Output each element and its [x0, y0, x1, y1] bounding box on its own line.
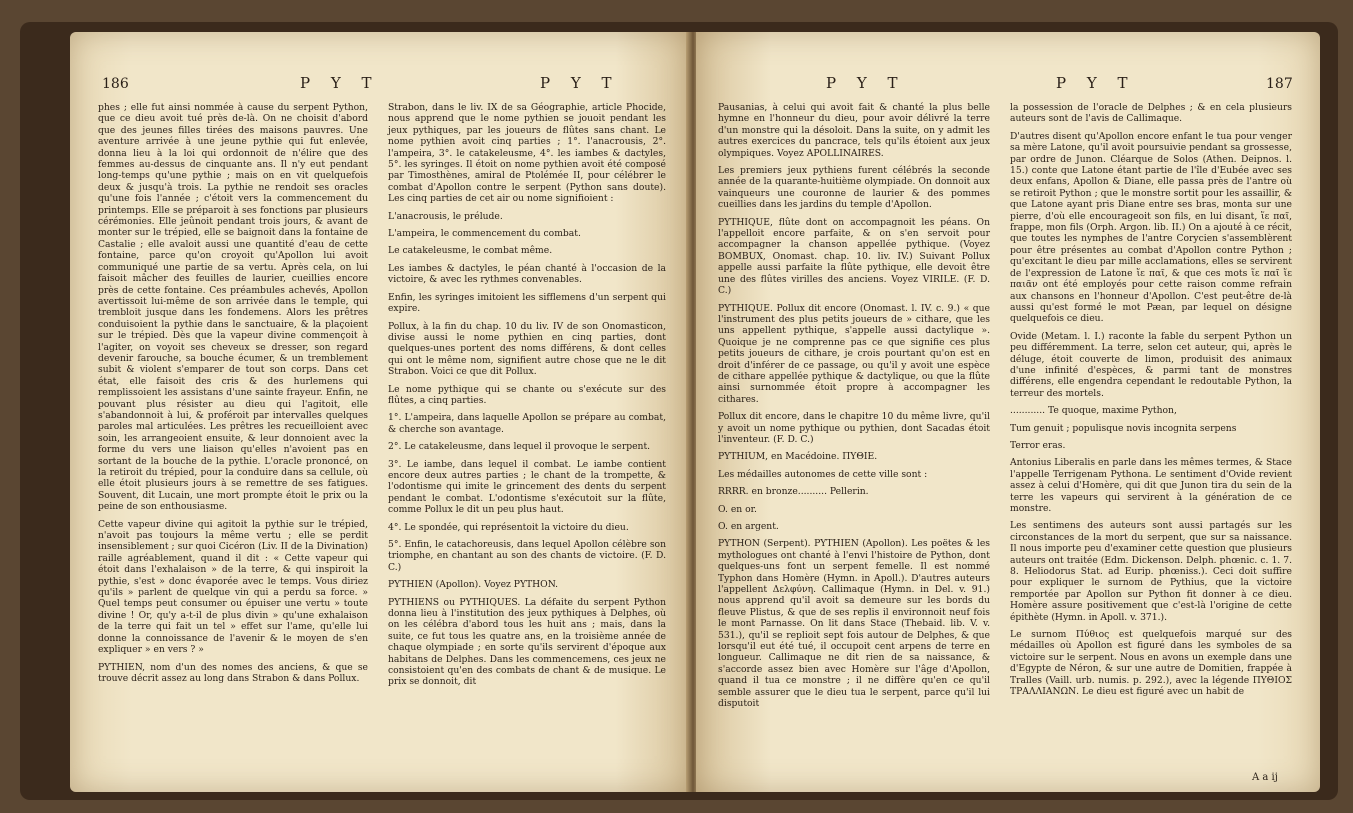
paragraph: 5°. Enfin, le catachoreusis, dans lequel Apollon célèbre son triomphe, en chantant au son des chants de victoire. (F. D. C.) — [388, 539, 666, 573]
paragraph: Cette vapeur divine qui agitoit la pythie sur le trépied, n'avoit pas toujours la même vertu ; elle se perdit insensiblement ; sur quoi Cicéron (Liv. II de la Divination) raille agréablement, quand il dit : « Cette vapeur qui étoit dans l'exhalaison » de la terre, & qui inspiroit la pythie, s'est » donc évaporée avec le temps. Vous diriez qu'ils » parlent de quelque vin qui a perdu sa force. » Quel temps peut consumer ou épuiser une vertu » toute divine ! Or, qu'y a-t-il de plus divin » qu'une exhalaison de la terre qui fait un tel » effet sur l'ame, qu'elle lui donne la connoissance de l'avenir & le moyen de s'en expliquer » en vers ? » — [98, 518, 368, 656]
paragraph: Les premiers jeux pythiens furent célébrés la seconde année de la quarante-huitième olympiade. On donnoit aux vainqueurs une couronne de laurier & des pommes cueillies dans les jardins du temple d'Apollon. — [718, 165, 990, 211]
running-head: P Y T — [300, 74, 380, 92]
paragraph: O. en or. — [718, 503, 757, 515]
paragraph: Le nome pythique qui se chante ou s'exécute sur des flûtes, a cinq parties. — [388, 383, 666, 406]
text-column — [388, 102, 666, 694]
signature-mark: A a ij — [1252, 772, 1278, 783]
paragraph: RRRR. en bronze.......... Pellerin. — [718, 486, 869, 498]
paragraph: PYTHON (Serpent). PYTHIEN (Apollon). Les poëtes & les mythologues ont chanté à l'envi l'histoire de Python, dont quelques-uns font un serpent femelle. Il est nommé Typhon dans Homère (Hymn. in Apoll.). D'autres auteurs l'appellent Δελφύνη. Callimaque (Hymn. in Del. v. 91.) nous apprend qu'il avoit sa demeure sur les bords du fleuve Plistus, & que de ses replis il environnoit neuf fois le mont Parnasse. On lit dans Stace (Thebaid. lib. V. v. 531.), qu'il se replioit sept fois autour de Delphes, & que lorsqu'il eut été tué, il occupoit cent arpens de terre en longueur. Callimaque ne dit rien de sa naissance, & s'accorde assez bien avec Homère sur l'âge d'Apollon, quand il tua ce monstre ; il ne diffère qu'en ce qu'il semble assurer que le dieu tua le serpent, parce qu'il lui disputoit — [718, 538, 990, 710]
paragraph: L'anacrousis, le prélude. — [388, 210, 503, 222]
paragraph: Ovide (Metam. l. I.) raconte la fable du serpent Python un peu différemment. La terre, selon cet auteur, qui, après le déluge, étoit couverte de limon, produisit des animaux d'une infinité d'espèces, & parmi tant de monstres différens, elle engendra cependant le redoutable Python, la terreur des mortels. — [1010, 330, 1292, 399]
running-head: P Y T — [826, 74, 906, 92]
paragraph: PYTHIQUE, flûte dont on accompagnoit les péans. On l'appelloit encore parfaite, & on s'en servoit pour accompagner la chanson appellée pythique. (Voyez BOMBUX, Onomast. chap. 10. liv. IV.) Suivant Pollux appelle aussi parfaite la flûte pythique, elle devoit être une des flûtes virilles des anciens. Voyez VIRILE. (F. D. C.) — [718, 216, 990, 297]
paragraph: Les sentimens des auteurs sont aussi partagés sur les circonstances de la mort du serpent, que sur sa naissance. Il nous importe peu d'examiner cette question que plusieurs auteurs ont traitée (Edm. Dickenson. Delph. phœnic. c. 1. 7. 8. Heliodorus Stat. ad Eurip. phœniss.). Ceci doit suffire pour expliquer le surnom de Pythius, que la victoire remportée par Apollon sur Python fit donner à ce dieu. Homère assure positivement que c'est-là l'origine de cette épithète (Hymn. in Apoll. v. 371.). — [1010, 520, 1292, 623]
running-head: P Y T — [540, 74, 620, 92]
paragraph: D'autres disent qu'Apollon encore enfant le tua pour venger sa mère Latone, qu'il avoit poursuivie pendant sa grossesse, par ordre de Junon. Cléarque de Solos (Athen. Deipnos. l. 15.) conte que Latone étant partie de l'île d'Eubée avec ses deux enfans, Apollon & Diane, elle passa près de l'antre où se retiroit Python ; que le monstre sortit pour les assaillir, & que Latone ayant pris Diane entre ses bras, monta sur une pierre, d'où elle encourageoit son fils, en lui disant, ἵε παῖ, frappe, mon fils (Orph. Argon. lib. II.) On a ajouté à ce récit, que toutes les nymphes de l'antre Corycien s'assemblèrent pour être présentes au combat d'Apollon contre Python ; qu'excitant le dieu par mille acclamations, elles se servirent de l'expression de Latone ἵε παῖ, & que ces mots ἵε παῖ ἵε παιᾶν ont été employés pour cette raison comme refrain aux chansons en l'honneur d'Apollon. C'est peut-être de-là aussi qu'est formé le mot Pæan, par lequel on désigne quelquefois ce dieu. — [1010, 130, 1292, 325]
paragraph: la possession de l'oracle de Delphes ; & en cela plusieurs auteurs sont de l'avis de Callimaque. — [1010, 102, 1292, 125]
paragraph: PYTHIEN (Apollon). Voyez PYTHON. — [388, 579, 559, 591]
text-column — [1010, 102, 1292, 704]
paragraph: Les médailles autonomes de cette ville sont : — [718, 468, 928, 480]
paragraph: Pollux, à la fin du chap. 10 du liv. IV de son Onomasticon, divise aussi le nome pythien en cinq parties, dont quelques-unes portent des noms différens, & dont celles qui ont le même nom, signifient autre chose que ne le dit Strabon. Voici ce que dit Pollux. — [388, 320, 666, 378]
paragraph: Le catakeleusme, le combat même. — [388, 245, 553, 257]
text-column — [98, 102, 368, 690]
paragraph: PYTHIQUE. Pollux dit encore (Onomast. l. IV. c. 9.) « que l'instrument des plus petits joueurs de » cithare, que les uns appellent pythique, s'appelle aussi dactylique ». Quoique je ne comprenne pas ce que signifie ces plus petits joueurs de cithare, je crois pourtant qu'on est en droit d'inférer de ce passage, ou qu'il y avoit une espèce de cithare appellée pythique & dactylique, ou que la flûte ainsi surnommée étoit propre à accompagner les cithares. — [718, 302, 990, 405]
paragraph: 3°. Le iambe, dans lequel il combat. Le iambe contient encore deux autres parties ; le chant de la trompette, & l'odontisme qui imite le grincement des dents du serpent pendant le combat. L'odontisme s'exécutoit sur la flûte, comme Pollux le dit un peu plus haut. — [388, 458, 666, 516]
paragraph: 2°. Le catakeleusme, dans lequel il provoque le serpent. — [388, 441, 651, 453]
paragraph: Pollux dit encore, dans le chapitre 10 du même livre, qu'il y avoit un nome pythique ou pythien, dont Sacadas étoit l'inventeur. (F. D. C.) — [718, 411, 990, 445]
page-number-right: 187 — [1266, 76, 1293, 92]
paragraph: Strabon, dans le liv. IX de sa Géographie, article Phocide, nous apprend que le nome pythien se jouoit pendant les jeux pythiques, par les joueurs de flûtes sans chant. Le nome pythien avoit cinq parties ; 1°. l'anacrousis, 2°. l'ampeira, 3°. le catakeleusme, 4°. les iambes & dactyles, 5°. les syringes. Il étoit on nome pythien avoit été composé par Timosthènes, amiral de Ptolémée II, pour célébrer le combat d'Apollon contre le serpent (Python sans doute). Les cinq parties de cet air ou nome signifioient : — [388, 102, 666, 205]
paragraph: L'ampeira, le commencement du combat. — [388, 228, 581, 240]
running-head: P Y T — [1056, 74, 1136, 92]
paragraph: PYTHIUM, en Macédoine. ΠΥΘΙΕ. — [718, 451, 878, 463]
paragraph: 1°. L'ampeira, dans laquelle Apollon se prépare au combat, & cherche son avantage. — [388, 412, 666, 435]
paragraph: PYTHIEN, nom d'un des nomes des anciens, & que se trouve décrit assez au long dans Strabon & dans Pollux. — [98, 661, 368, 684]
paragraph: Les iambes & dactyles, le péan chanté à l'occasion de la victoire, & avec les rythmes convenables. — [388, 262, 666, 286]
paragraph: ............ Te quoque, maxime Python, — [1010, 405, 1177, 417]
paragraph: O. en argent. — [718, 521, 779, 532]
page-number-left: 186 — [102, 76, 129, 92]
paragraph: 4°. Le spondée, qui représentoit la victoire du dieu. — [388, 521, 629, 533]
right-page — [696, 32, 1320, 792]
paragraph: phes ; elle fut ainsi nommée à cause du serpent Python, que ce dieu avoit tué près de-là. On ne choisit d'abord que des jeunes filles tirées des maisons pauvres. Une aventure arrivée à une jeune pythie qui fut enlevée, donna lieu à la loi qui ordonnoit de n'élire que des femmes au-dessus de cinquante ans. Il n'y eut pendant long-temps qu'une pythie ; mais on en vit quelquefois deux & jusqu'à trois. La pythie ne rendoit ses oracles qu'une fois l'année ; c'étoit vers la commencement du printemps. Elle se préparoit à ses fonctions par plusieurs cérémonies. Elle jeûnoit pendant trois jours, & avant de monter sur le trépied, elle se baignoit dans la fontaine de Castalie ; elle avaloit aussi une quantité d'eau de cette fontaine, parce qu'on croyoit qu'Apollon lui avoit communiqué une partie de sa vertu. Après cela, on lui faisoit mâcher des feuilles de laurier, cueillies encore près de cette fontaine. Ces préambules achevés, Apollon avertissoit lui-même de son arrivée dans le temple, qui trembloit jusque dans les fondemens. Alors les prêtres conduisoient la pythie dans le sanctuaire, & la plaçoient sur le trépied. Dès que la vapeur divine commençoit à l'agiter, on voyoit ses cheveux se dresser, son regard devenir farouche, sa bouche écumer, & un tremblement subit & violent s'emparer de tout son corps. Dans cet état, elle faisoit des cris & des hurlemens qui remplissoient les assistans d'une sainte frayeur. Enfin, ne pouvant plus résister au dieu qui l'agitoit, elle s'abandonnoit à lui, & proféroit par intervalles quelques paroles mal articulées. Les prêtres les recueilloient avec soin, les arrangeoient ensuite, & leur donnoient avec la forme du vers une liaison qu'elles n'avoient pas en sortant de la bouche de la pythie. L'oracle prononcé, on la retiroit du trépied, pour la conduire dans sa cellule, où elle étoit plusieurs jours à se remettre de ses fatigues. Souvent, dit Lucain, une mort prompte étoit le prix ou la peine de son enthousiasme. — [98, 102, 368, 513]
paragraph: Le surnom Πύθιος est quelquefois marqué sur des médailles où Apollon est figuré dans les symboles de sa victoire sur le serpent. Nous en avons un exemple dans une d'Egypte de Néron, & sur une autre de Domitien, frappée à Tralles (Vaill. urb. numis. p. 292.), avec la légende ΠΥΘΙΟΣ ΤΡΑΛΛΙΑΝΩΝ. Le dieu est figuré avec un habit de — [1010, 629, 1292, 698]
book-spread — [20, 22, 1338, 800]
text-column — [718, 102, 990, 716]
paragraph: Antonius Liberalis en parle dans les mêmes termes, & Stace l'appelle Terrigenam Pythona. Le sentiment d'Ovide revient assez à celui d'Homère, qui dit que Junon tira du sein de la terre les vapeurs qui servirent à la génération de ce monstre. — [1010, 457, 1292, 514]
paragraph: Pausanias, à celui qui avoit fait & chanté la plus belle hymne en l'honneur du dieu, pour avoir délivré la terre d'un monstre qui la désoloit. Dans la suite, on y admit les autres exercices du pancrace, tels qu'ils étoient aux jeux olympiques. Voyez APOLLINAIRES. — [718, 102, 990, 159]
paragraph: Tum genuit ; populisque novis incognita serpens — [1010, 422, 1237, 434]
left-page — [70, 32, 690, 792]
paragraph: Terror eras. — [1010, 439, 1066, 451]
paragraph: Enfin, les syringes imitoient les sifflemens d'un serpent qui expire. — [388, 291, 666, 315]
paragraph: PYTHIENS ou PYTHIQUES. La défaite du serpent Python donna lieu à l'institution des jeux pythiques à Delphes, où on les célébra d'abord tous les huit ans ; mais, dans la suite, ce fut tous les quatre ans, en la troisième année de chaque olympiade ; en sorte qu'ils servirent d'époque aux habitans de Delphes. Dans les commencemens, ces jeux ne consistoient qu'en des combats de chant & de musique. Le prix se donnoit, dit — [388, 596, 666, 688]
